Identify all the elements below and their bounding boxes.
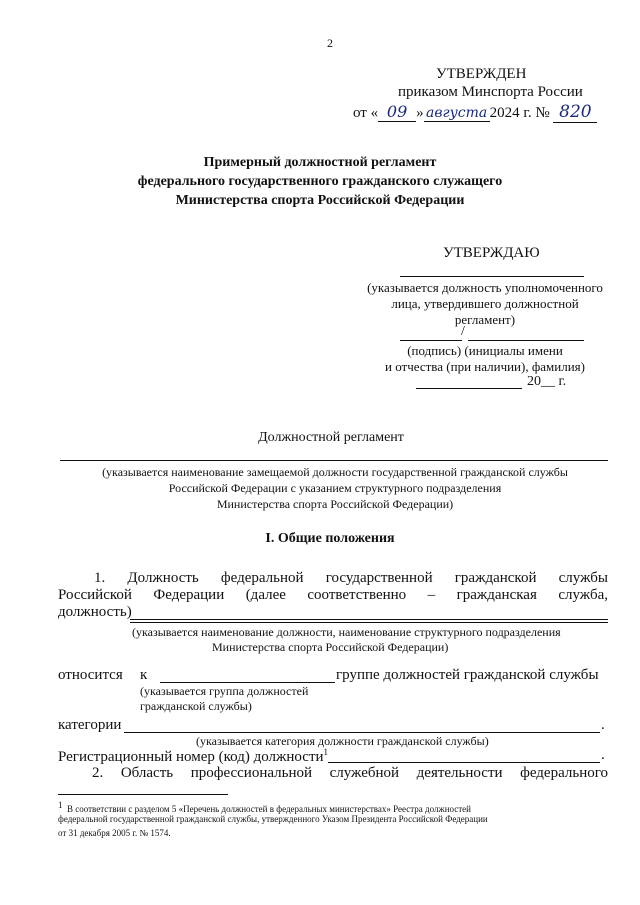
approve-year: 20__ г. <box>527 374 567 389</box>
to-label: к <box>140 667 148 683</box>
p1-line2 <box>58 587 608 604</box>
p2-word: профессиональной <box>190 765 313 781</box>
p2-word: Область <box>120 765 174 781</box>
category-hint: (указывается категория должности гражданской службы) <box>196 734 489 748</box>
regulation-hint1: (указывается наименование замещаемой должности государственной гражданской службы <box>102 465 568 479</box>
section-title: I. Общие положения <box>265 531 395 546</box>
footnote-line3: от 31 декабря 2005 г. № 1574. <box>58 828 171 838</box>
footnote-mark: 1 <box>58 800 63 810</box>
group-line <box>160 682 335 683</box>
group-hint2: гражданской службы) <box>140 699 252 713</box>
p1-word: Федерации <box>153 587 225 603</box>
position-hint1: (указывается наименование должности, наименование структурного подразделения <box>132 625 561 639</box>
regulation-position-line <box>60 460 608 461</box>
reg-number-line <box>328 762 600 763</box>
regulation-hint2: Российской Федерации с указанием структурного подразделения <box>168 481 502 495</box>
p1-line3: должность) <box>58 604 132 620</box>
reg-number-period: . <box>601 747 605 763</box>
date-year: 2024 г. № <box>489 105 550 121</box>
p2-num: 2. <box>92 765 104 781</box>
category-line <box>124 732 600 733</box>
order-number: 820 <box>553 102 597 123</box>
footnote-separator <box>58 794 228 795</box>
p1-word: государственной <box>325 570 433 586</box>
signature-line <box>400 340 462 341</box>
belongs-label: относится <box>58 667 123 683</box>
p1-word: (далее <box>245 587 286 603</box>
doc-title-line2: федерального государственного гражданского служащего <box>137 174 503 189</box>
p1-word: – <box>427 587 436 603</box>
p1-word: служба, <box>558 587 608 603</box>
name-line <box>468 340 584 341</box>
footnote-line2: федеральной государственной гражданской службы, утвержденного Указом Президента Российской Федерации <box>58 814 488 824</box>
date-mid: » <box>416 105 424 121</box>
position-name-line-2 <box>130 622 608 623</box>
group-text: группе должностей гражданской службы <box>336 667 599 683</box>
approved-by-order: приказом Минспорта России <box>398 84 583 100</box>
approve-hint3: регламент) <box>454 312 516 327</box>
date-prefix: от « <box>353 105 379 121</box>
p2-word: служебной <box>329 765 400 781</box>
footnote-line1 <box>58 800 471 814</box>
reg-number-text: Регистрационный номер (код) должности <box>58 749 324 765</box>
p2-word: деятельности <box>416 765 503 781</box>
p1-word: федеральной <box>220 570 304 586</box>
p1-word: гражданская <box>456 587 537 603</box>
position-name-line <box>130 619 608 620</box>
signature-slash: / <box>461 324 465 339</box>
p1-word: службы <box>558 570 608 586</box>
approve-hint2: лица, утвердившего должностной <box>391 296 579 311</box>
approval-date-line <box>353 102 597 123</box>
approve-heading: УТВЕРЖДАЮ <box>443 245 540 261</box>
category-label: категории <box>58 717 122 733</box>
p2-line1 <box>58 765 608 782</box>
group-hint1: (указывается группа должностей <box>140 684 309 698</box>
p1-word: соответственно <box>307 587 407 603</box>
p1-num: 1. <box>94 570 106 586</box>
p1-word: гражданской <box>454 570 537 586</box>
regulation-title: Должностной регламент <box>258 430 404 445</box>
reg-number-label <box>58 747 328 766</box>
date-line <box>416 388 522 389</box>
doc-title-line1: Примерный должностной регламент <box>203 155 437 170</box>
p1-word: Должность <box>127 570 199 586</box>
regulation-hint3: Министерства спорта Российской Федерации) <box>216 497 454 511</box>
position-hint2: Министерства спорта Российской Федерации) <box>212 640 449 654</box>
doc-title-line3: Министерства спорта Российской Федерации <box>175 193 465 208</box>
p1-line1 <box>58 570 608 587</box>
footnote-ref: 1 <box>323 747 329 757</box>
approve-hint1: (указывается должность уполномоченного <box>367 280 603 295</box>
category-period: . <box>601 717 605 733</box>
approved-heading: УТВЕРЖДЕН <box>436 66 527 82</box>
p1-word: Российской <box>58 587 132 603</box>
date-month: августа <box>424 105 490 122</box>
page-number: 2 <box>327 36 333 50</box>
date-day: 09 <box>378 102 416 122</box>
approve-hint5: и отчества (при наличии), фамилия) <box>385 359 585 374</box>
footnote-text1: В соответствии с разделом 5 «Перечень должностей в федеральных министерствах» Реестра должностей <box>67 804 471 814</box>
approve-hint4: (подпись) (инициалы имени <box>407 343 563 358</box>
approver-position-line <box>400 276 584 277</box>
p2-word: федерального <box>520 765 608 781</box>
